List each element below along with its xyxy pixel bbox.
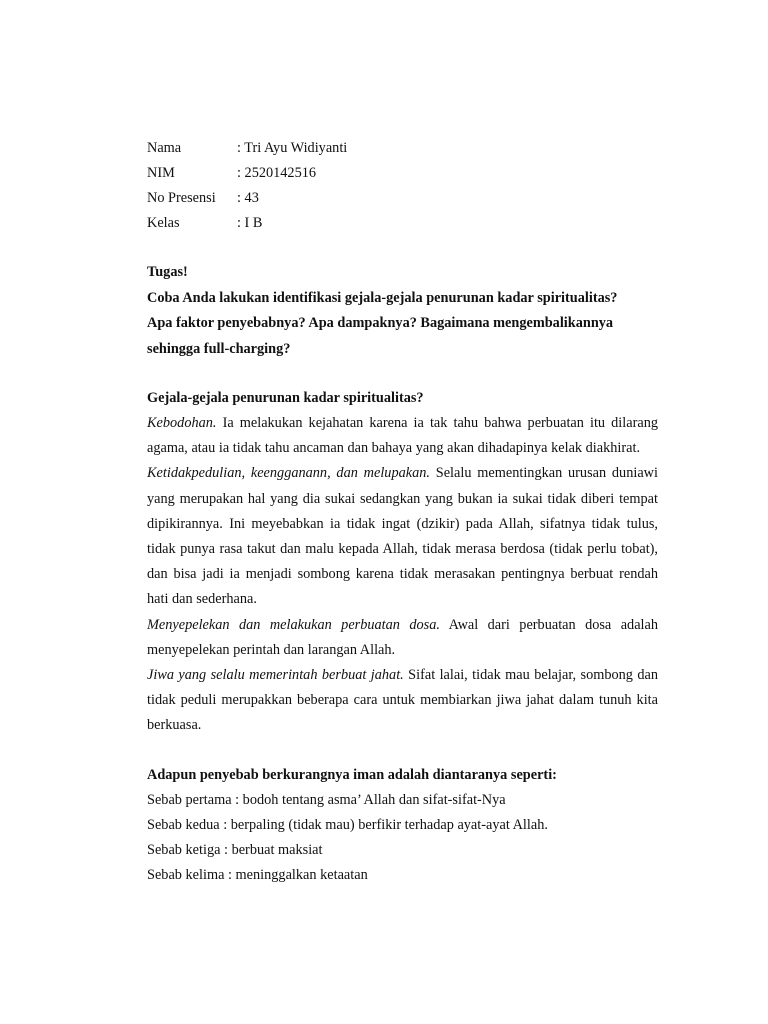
symptoms-heading: Gejala-gejala penurunan kadar spiritualitas? bbox=[147, 390, 424, 406]
task-line-3: sehingga full-charging? bbox=[147, 340, 291, 357]
causes-heading: Adapun penyebab berkurangnya iman adalah diantaranya seperti: bbox=[147, 766, 557, 783]
symptom-term: Jiwa yang selalu memerintah berbuat jahat. bbox=[147, 667, 404, 684]
symptom-text: Selalu mementingkan urusan duniawi yang merupakan hal yang dia sukai sedangkan yang bukan ia sukai tidak diberi tempat dipikirannya. Ini meyebabkan ia tidak ingat (dzikir) pada Allah, sifatnya tidak tulus, tidak punya rasa takut dan malu kepada Allah, tidak merasa berdosa (tidak perlu tobat), dan bisa jadi ia menjadi sombong karena tidak merasakan pentingnya berbuat rendah hati dan sederhana. bbox=[147, 465, 658, 608]
presensi-label: No Presensi bbox=[147, 190, 216, 206]
symptom-term: Menyepelekan dan melakukan perbuatan dosa. bbox=[147, 616, 440, 633]
name-label: Nama bbox=[147, 140, 182, 156]
symptom-paragraph bbox=[147, 613, 658, 663]
symptom-paragraph bbox=[147, 461, 658, 612]
symptom-text: Sifat lalai, tidak mau belajar, sombong dan tidak peduli merupakkan beberapa cara untuk membiarkan jiwa jahat dalam tunuh kita berkuasa. bbox=[147, 667, 658, 734]
cause-item: Sebab pertama : bodoh tentang asma’ Allah dan sifat-sifat-Nya bbox=[147, 791, 506, 808]
task-line-2: Apa faktor penyebabnya? Apa dampaknya? Bagaimana mengembalikannya bbox=[147, 315, 614, 331]
cause-item: Sebab kedua : berpaling (tidak mau) berfikir terhadap ayat-ayat Allah. bbox=[147, 816, 548, 833]
nim-label: NIM bbox=[147, 165, 175, 181]
cause-item: Sebab kelima : meninggalkan ketaatan bbox=[147, 866, 368, 883]
symptom-term: Ketidakpedulian, keengganann, dan melupakan. bbox=[147, 465, 430, 482]
info-row-presensi bbox=[147, 186, 658, 211]
kelas-value: : I B bbox=[237, 215, 263, 231]
info-row-nim bbox=[147, 161, 658, 186]
symptom-paragraph bbox=[147, 663, 658, 739]
symptom-paragraph bbox=[147, 411, 658, 461]
info-row-nama bbox=[147, 136, 658, 161]
symptom-term: Kebodohan. bbox=[147, 415, 217, 431]
causes-list bbox=[147, 788, 658, 888]
cause-item: Sebab ketiga : berbuat maksiat bbox=[147, 841, 323, 858]
kelas-label: Kelas bbox=[147, 215, 180, 231]
student-info bbox=[147, 136, 658, 236]
symptoms-body bbox=[147, 411, 658, 739]
info-row-kelas bbox=[147, 211, 658, 236]
symptom-text: Ia melakukan kejahatan karena ia tak tahu bahwa perbuatan itu dilarang agama, atau ia tidak tahu ancaman dan bahaya yang akan dihadapinya kelak diakhirat. bbox=[147, 415, 658, 457]
task-heading: Tugas! bbox=[147, 264, 188, 280]
symptom-text: Awal dari perbuatan dosa adalah menyepelekan perintah dan larangan Allah. bbox=[147, 616, 659, 658]
task-section bbox=[147, 260, 658, 362]
name-value: : Tri Ayu Widiyanti bbox=[237, 140, 348, 156]
document-page bbox=[147, 136, 658, 888]
presensi-value: : 43 bbox=[237, 190, 259, 206]
task-line-1: Coba Anda lakukan identifikasi gejala-gejala penurunan kadar spiritualitas? bbox=[147, 289, 618, 306]
nim-value: : 2520142516 bbox=[237, 165, 317, 181]
